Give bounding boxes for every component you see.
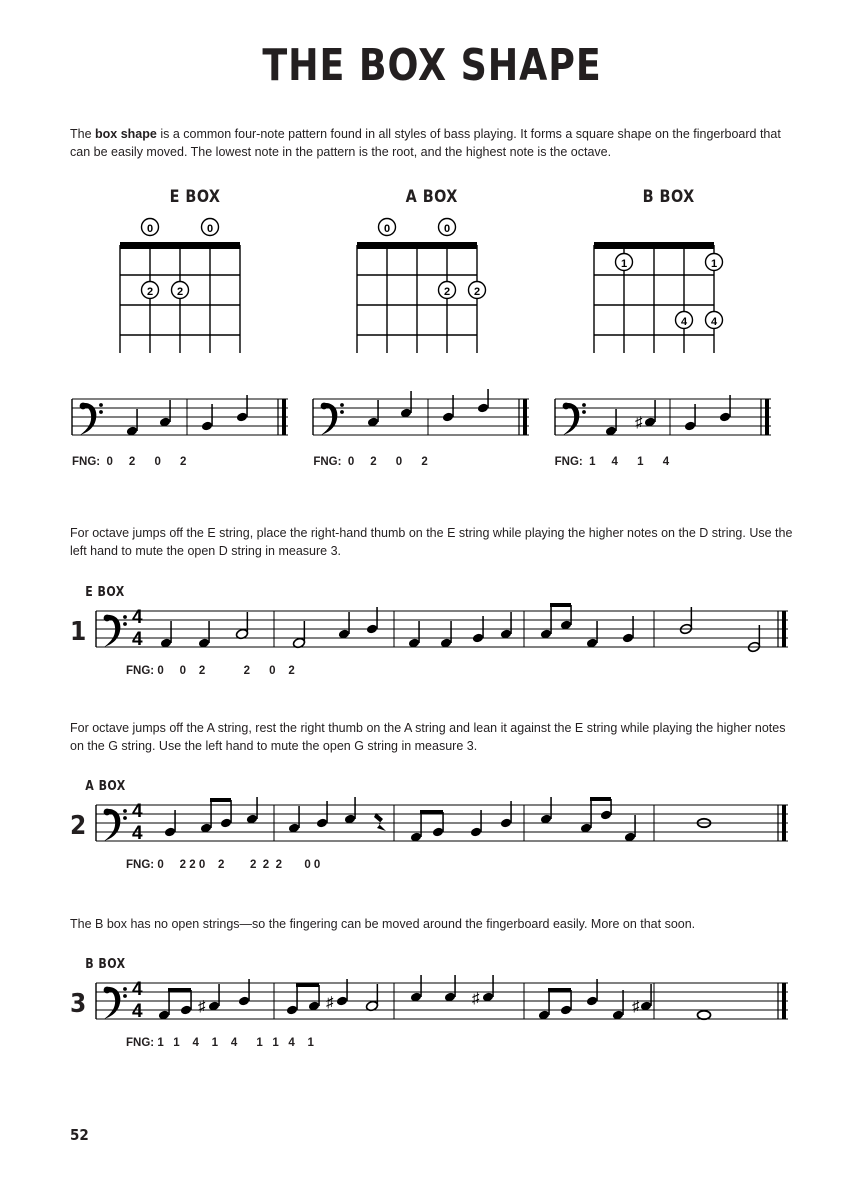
svg-text:4: 4 [680,316,688,329]
exercise-2-fng [126,859,794,871]
exercise-3 [70,955,794,1049]
svg-text:0: 0 [146,223,154,236]
small-staff-a [311,389,552,468]
fng-val-e-4: 2 [180,456,187,469]
fng-val-a-2: 2 [370,456,377,469]
fng-val-a-4: 2 [421,456,428,469]
diagram-b-box [554,187,784,375]
diagram-e-box [80,187,310,375]
diagram-label-b: B BOX [642,187,695,208]
exercise-3-staff [94,973,794,1035]
exercise-1-tag: E BOX [85,584,125,600]
intro-paragraph [70,125,794,161]
fng-label-a: FNG: [313,456,342,469]
svg-text:4: 4 [710,316,718,329]
svg-text:4: 4 [132,628,143,650]
svg-text:♯: ♯ [472,989,480,1007]
svg-text:♯: ♯ [198,997,206,1015]
fng-val-b-2: 4 [611,456,618,469]
paragraph-b-box: The B box has no open strings—so the fingering can be moved around the fingerboard easily. More on that soon. [70,916,696,931]
exercise-2-fng-values: 0 2 2 0 2 2 2 2 0 0 [157,858,321,871]
fng-val-a-1: 0 [347,456,355,469]
exercise-1-body [70,601,794,663]
exercise-1-fng-label: FNG: [126,664,155,677]
svg-text:4: 4 [132,606,143,628]
small-staff-e [70,389,311,468]
svg-text:2: 2 [443,286,451,299]
paragraph-a-string: For octave jumps off the A string, rest the right thumb on the A string and lean it against the E string while playing the higher notes on the G string. Use the left hand to mute the open G string in measure 3. [70,720,786,753]
page-number: 52 [70,1126,89,1144]
fng-label-e: FNG: [72,456,101,469]
diagram-label-a: A BOX [405,187,459,208]
fng-val-e-2: 2 [128,456,136,469]
fng-val-e-3: 0 [154,456,161,469]
exercise-2-staff [94,795,794,857]
exercise-2 [70,777,794,871]
exercise-1-staff [94,601,794,663]
exercise-3-fng-label: FNG: [126,1036,155,1049]
svg-text:0: 0 [383,223,391,236]
svg-text:0: 0 [206,223,214,236]
exercise-2-tag: A BOX [85,778,126,794]
exercise-2-body [70,795,794,857]
fng-val-b-3: 1 [637,456,644,469]
small-staves-row [70,389,794,468]
svg-text:4: 4 [132,822,143,844]
svg-text:2: 2 [176,286,184,299]
svg-text:4: 4 [132,978,143,1000]
svg-text:♯: ♯ [326,993,334,1011]
exercise-2-fng-label: FNG: [126,858,155,871]
svg-text:4: 4 [132,1000,143,1022]
fretboard-a [332,215,532,375]
fng-label-b: FNG: [554,456,583,469]
exercise-3-fng [126,1037,794,1049]
fng-val-e-1: 0 [106,456,113,469]
fretboard-b [569,215,769,375]
fng-val-a-3: 0 [395,456,403,469]
diagram-a-box [317,187,547,375]
exercise-3-tag: B BOX [85,956,126,972]
exercise-1 [70,583,794,677]
exercise-1-fng [126,665,794,677]
small-staff-fng-b [555,456,669,468]
intro-text-2: is a common four-note pattern found in all styles of bass playing. It forms a square shape on the fingerboard that can be easily moved. The lowest note in the pattern is the root, and the highest note is the octave. [70,127,781,160]
exercise-1-fng-values: 0 0 2 2 0 2 [157,664,295,677]
page-title: THE BOX SHAPE [262,40,602,91]
small-staff-fng-e [72,456,186,468]
diagram-label-e: E BOX [169,187,221,208]
box-diagrams-row [70,187,794,375]
exercise-2-number: 2 [70,810,87,841]
svg-text:2: 2 [146,286,154,299]
document-page [0,40,864,1192]
svg-text:1: 1 [710,258,718,271]
svg-text:0: 0 [443,223,451,236]
intro-bold-term: box shape [95,127,157,141]
paragraph-e-string: For octave jumps off the E string, place the right-hand thumb on the E string while playing the higher notes on the D string. Use the left hand to mute the open D string in measure 3. [70,526,793,559]
exercise-3-fng-values: 1 1 4 1 4 1 1 4 1 [157,1036,314,1049]
svg-text:4: 4 [132,800,143,822]
small-staff-fng-a [313,456,427,468]
exercise-3-body [70,973,794,1035]
fretboard-e [95,215,295,375]
exercise-1-number: 1 [70,616,87,647]
fng-val-b-1: 1 [589,456,596,469]
small-staff-b [553,389,794,468]
intro-text-1: The [70,127,96,141]
exercise-3-number: 3 [70,988,87,1019]
svg-text:1: 1 [620,258,628,271]
svg-text:♯: ♯ [632,997,640,1015]
svg-text:2: 2 [473,286,481,299]
fng-val-b-4: 4 [662,456,670,469]
svg-text:♯: ♯ [634,414,643,432]
